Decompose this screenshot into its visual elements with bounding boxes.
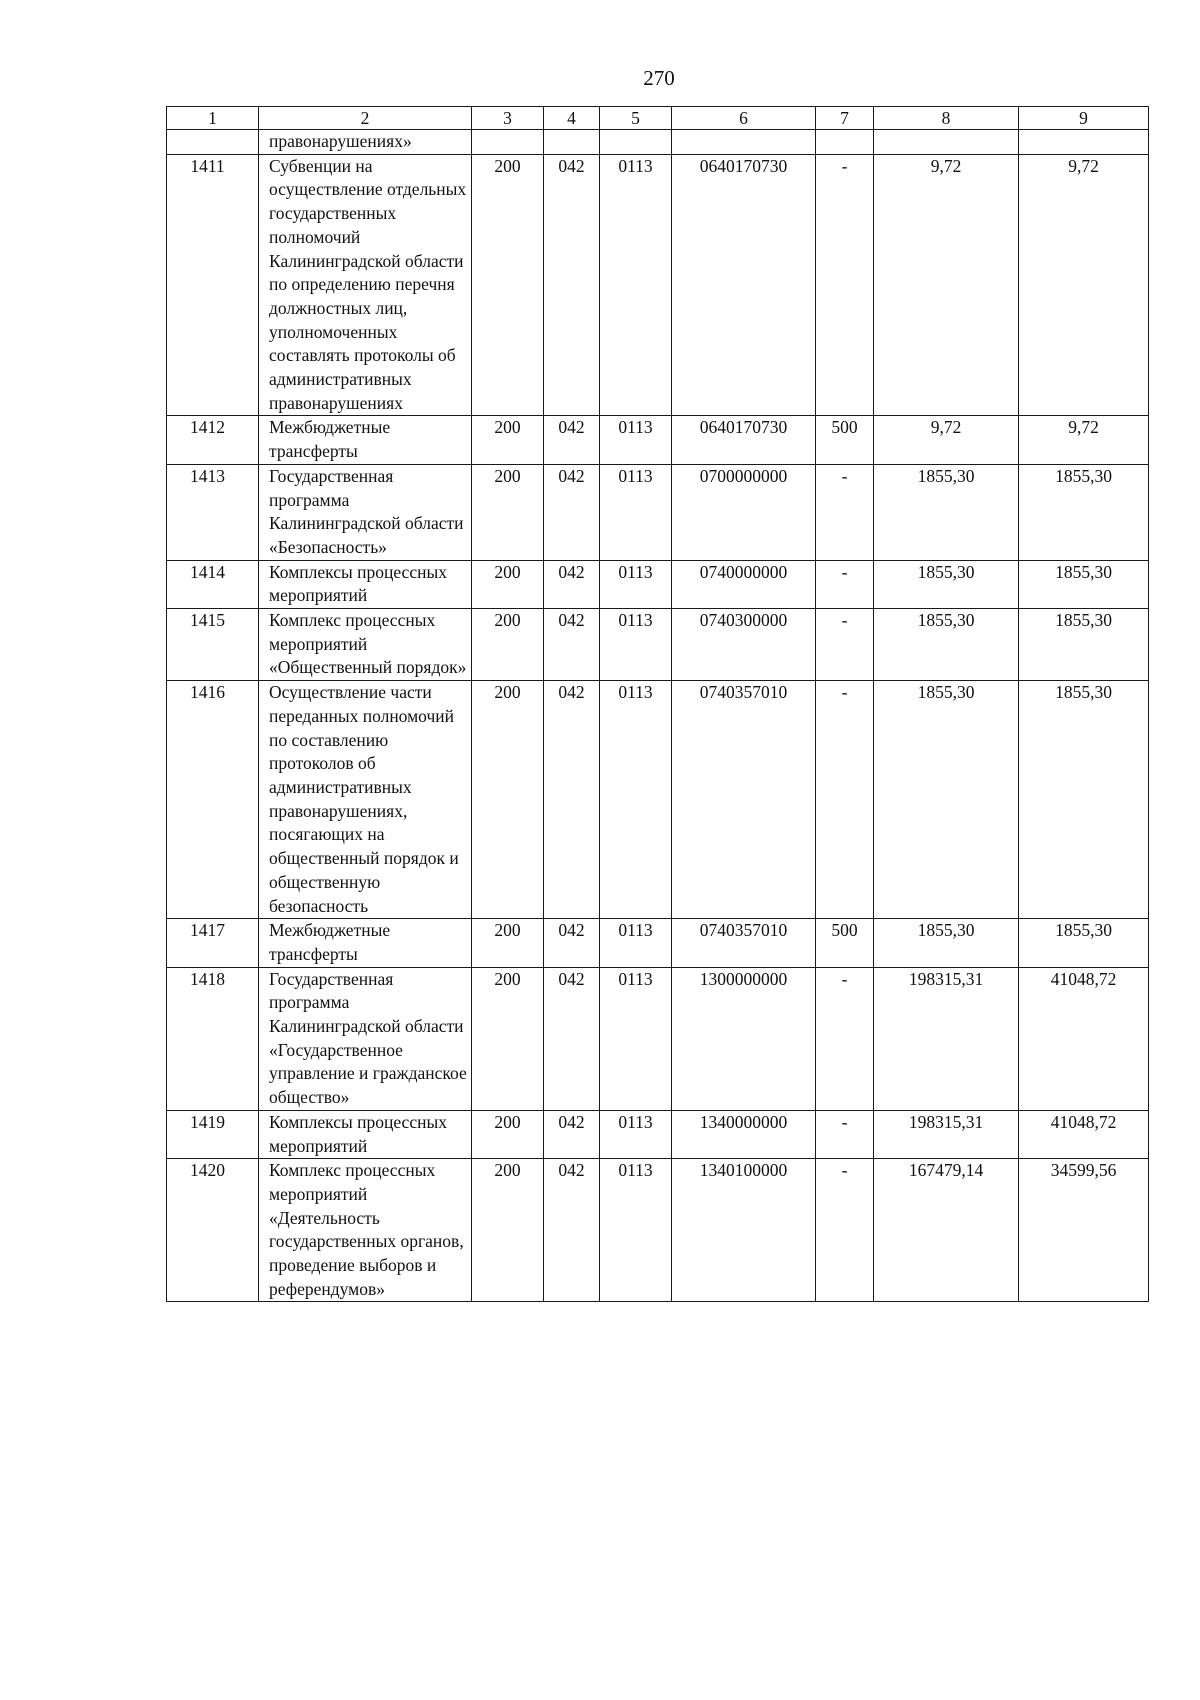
amount-8-cell: 1855,30 — [874, 609, 1019, 681]
row-number-cell — [167, 130, 259, 155]
code-7-cell: - — [816, 609, 874, 681]
code-4-cell: 042 — [544, 1159, 600, 1302]
amount-9-cell: 1855,30 — [1019, 609, 1149, 681]
item-name-cell: Межбюджетные трансферты — [259, 416, 472, 464]
code-6-cell: 0640170730 — [672, 154, 816, 416]
item-name-cell: Комплексы процессных мероприятий — [259, 1110, 472, 1158]
code-4-cell: 042 — [544, 560, 600, 608]
amount-9-cell — [1019, 130, 1149, 155]
amount-8-cell: 1855,30 — [874, 681, 1019, 919]
row-number-cell: 1420 — [167, 1159, 259, 1302]
row-number-cell: 1414 — [167, 560, 259, 608]
table-body — [167, 107, 1149, 1302]
code-6-cell: 0640170730 — [672, 416, 816, 464]
code-6-cell: 1340000000 — [672, 1110, 816, 1158]
amount-8-cell: 1855,30 — [874, 919, 1019, 967]
code-5-cell: 0113 — [600, 416, 672, 464]
page-number: 270 — [643, 66, 675, 90]
item-name-cell: Комплекс процессных мероприятий «Деятельность государственных органов, проведение выборов и референдумов» — [259, 1159, 472, 1302]
row-number-cell: 1413 — [167, 464, 259, 560]
code-6-cell: 0700000000 — [672, 464, 816, 560]
code-5-cell: 0113 — [600, 154, 672, 416]
item-name-cell: Государственная программа Калининградской области «Государственное управление и гражданское общество» — [259, 967, 472, 1110]
item-name-cell: Комплексы процессных мероприятий — [259, 560, 472, 608]
code-3-cell: 200 — [472, 681, 544, 919]
amount-9-cell: 1855,30 — [1019, 464, 1149, 560]
amount-8-cell — [874, 130, 1019, 155]
row-number-cell: 1418 — [167, 967, 259, 1110]
code-5-cell: 0113 — [600, 609, 672, 681]
code-6-cell: 1300000000 — [672, 967, 816, 1110]
row-number-cell: 1415 — [167, 609, 259, 681]
amount-9-cell: 41048,72 — [1019, 967, 1149, 1110]
code-4-cell: 042 — [544, 154, 600, 416]
code-4-cell: 042 — [544, 681, 600, 919]
row-number-cell: 1412 — [167, 416, 259, 464]
amount-8-cell: 167479,14 — [874, 1159, 1019, 1302]
column-number: 9 — [1019, 107, 1149, 130]
code-3-cell: 200 — [472, 560, 544, 608]
code-5-cell: 0113 — [600, 464, 672, 560]
code-5-cell: 0113 — [600, 1159, 672, 1302]
code-3-cell: 200 — [472, 464, 544, 560]
amount-8-cell: 198315,31 — [874, 1110, 1019, 1158]
table-row — [167, 681, 1149, 919]
column-number: 4 — [544, 107, 600, 130]
code-7-cell: - — [816, 967, 874, 1110]
row-number-cell: 1416 — [167, 681, 259, 919]
code-7-cell: - — [816, 681, 874, 919]
code-7-cell: 500 — [816, 416, 874, 464]
code-7-cell: - — [816, 560, 874, 608]
row-number-cell: 1411 — [167, 154, 259, 416]
amount-8-cell: 1855,30 — [874, 560, 1019, 608]
code-4-cell: 042 — [544, 464, 600, 560]
code-5-cell: 0113 — [600, 1110, 672, 1158]
row-number-cell: 1419 — [167, 1110, 259, 1158]
item-name-cell: правонарушениях» — [259, 130, 472, 155]
code-4-cell: 042 — [544, 967, 600, 1110]
table-row — [167, 1110, 1149, 1158]
code-5-cell: 0113 — [600, 681, 672, 919]
amount-8-cell: 9,72 — [874, 416, 1019, 464]
code-4-cell: 042 — [544, 1110, 600, 1158]
table-row — [167, 416, 1149, 464]
amount-9-cell: 1855,30 — [1019, 560, 1149, 608]
code-6-cell — [672, 130, 816, 155]
amount-8-cell: 9,72 — [874, 154, 1019, 416]
table-row — [167, 967, 1149, 1110]
code-3-cell: 200 — [472, 1159, 544, 1302]
row-number-cell: 1417 — [167, 919, 259, 967]
amount-9-cell: 9,72 — [1019, 154, 1149, 416]
budget-table — [166, 106, 1149, 1302]
table-row — [167, 919, 1149, 967]
column-number: 5 — [600, 107, 672, 130]
code-6-cell: 1340100000 — [672, 1159, 816, 1302]
code-6-cell: 0740357010 — [672, 919, 816, 967]
code-6-cell: 0740357010 — [672, 681, 816, 919]
code-6-cell: 0740300000 — [672, 609, 816, 681]
column-number: 2 — [259, 107, 472, 130]
code-7-cell: - — [816, 1110, 874, 1158]
amount-9-cell: 9,72 — [1019, 416, 1149, 464]
code-3-cell: 200 — [472, 919, 544, 967]
code-4-cell: 042 — [544, 609, 600, 681]
code-6-cell: 0740000000 — [672, 560, 816, 608]
code-5-cell: 0113 — [600, 967, 672, 1110]
table-row — [167, 154, 1149, 416]
code-7-cell — [816, 130, 874, 155]
code-3-cell — [472, 130, 544, 155]
table-row — [167, 609, 1149, 681]
code-3-cell: 200 — [472, 1110, 544, 1158]
code-7-cell: 500 — [816, 919, 874, 967]
code-3-cell: 200 — [472, 967, 544, 1110]
table-row — [167, 130, 1149, 155]
column-number: 6 — [672, 107, 816, 130]
item-name-cell: Осуществление части переданных полномочий по составлению протоколов об административных правонарушениях, посягающих на общественный порядок и общественную безопасность — [259, 681, 472, 919]
column-number: 7 — [816, 107, 874, 130]
column-number: 8 — [874, 107, 1019, 130]
table-row — [167, 464, 1149, 560]
code-5-cell — [600, 130, 672, 155]
item-name-cell: Комплекс процессных мероприятий «Общественный порядок» — [259, 609, 472, 681]
column-number: 3 — [472, 107, 544, 130]
amount-8-cell: 198315,31 — [874, 967, 1019, 1110]
code-3-cell: 200 — [472, 154, 544, 416]
amount-9-cell: 1855,30 — [1019, 681, 1149, 919]
code-7-cell: - — [816, 1159, 874, 1302]
column-number: 1 — [167, 107, 259, 130]
code-5-cell: 0113 — [600, 919, 672, 967]
code-3-cell: 200 — [472, 609, 544, 681]
amount-9-cell: 34599,56 — [1019, 1159, 1149, 1302]
code-4-cell: 042 — [544, 416, 600, 464]
amount-9-cell: 1855,30 — [1019, 919, 1149, 967]
item-name-cell: Субвенции на осуществление отдельных государственных полномочий Калининградской области по определению перечня должностных лиц, уполномоченных составлять протоколы об административных правонарушениях — [259, 154, 472, 416]
amount-8-cell: 1855,30 — [874, 464, 1019, 560]
table-row — [167, 1159, 1149, 1302]
item-name-cell: Межбюджетные трансферты — [259, 919, 472, 967]
code-7-cell: - — [816, 464, 874, 560]
code-7-cell: - — [816, 154, 874, 416]
amount-9-cell: 41048,72 — [1019, 1110, 1149, 1158]
column-number-row — [167, 107, 1149, 130]
code-5-cell: 0113 — [600, 560, 672, 608]
item-name-cell: Государственная программа Калининградской области «Безопасность» — [259, 464, 472, 560]
table-row — [167, 560, 1149, 608]
code-4-cell: 042 — [544, 919, 600, 967]
code-4-cell — [544, 130, 600, 155]
code-3-cell: 200 — [472, 416, 544, 464]
